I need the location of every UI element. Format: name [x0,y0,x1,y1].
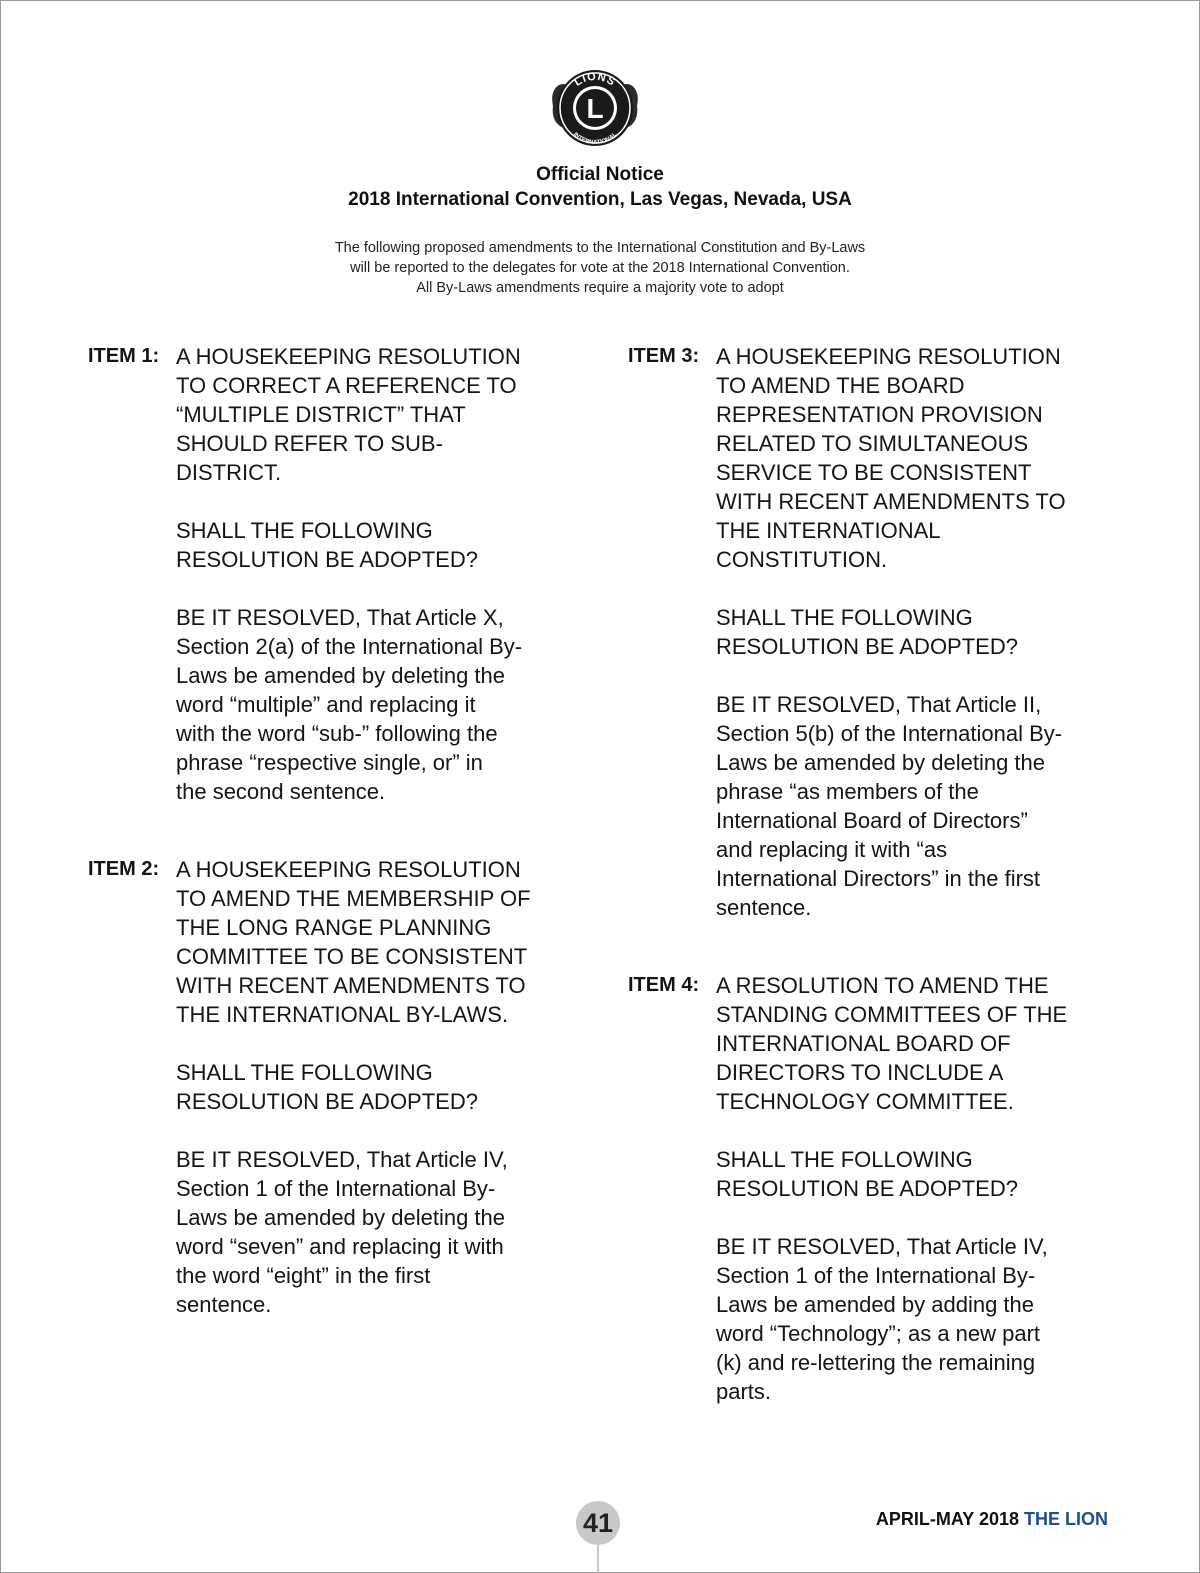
paragraph-line: RESOLUTION BE ADOPTED? [716,1176,1018,1201]
item-label: ITEM 1: [88,345,160,367]
paragraph-line: parts. [716,1379,772,1404]
paragraph-line: DIRECTORS TO INCLUDE A [716,1060,1004,1085]
intro-line: will be reported to the delegates for vote at the 2018 International Convention. [350,260,850,276]
paragraph-line: DISTRICT. [176,460,282,485]
paragraph-line: International Board of Directors” [716,808,1028,833]
paragraph-line: Section 1 of the International By- [176,1176,496,1201]
paragraph-line: RESOLUTION BE ADOPTED? [716,634,1018,659]
item-1 [88,342,608,806]
notice-subtitle: 2018 International Convention, Las Vegas, Nevada, USA [348,189,852,210]
footer-issue: APRIL-MAY 2018 [875,1509,1019,1529]
item-paragraph [716,603,1148,661]
svg-text:L: L [586,93,604,124]
paragraph-line: SHALL THE FOLLOWING [716,605,973,630]
paragraph-line: phrase “as members of the [716,779,979,804]
paragraph-line: WITH RECENT AMENDMENTS TO [716,489,1066,514]
item-4 [628,971,1148,1406]
paragraph-line: THE LONG RANGE PLANNING [176,915,492,940]
paragraph-line: “MULTIPLE DISTRICT” THAT [176,402,466,427]
paragraph-line: phrase “respective single, or” in [176,750,483,775]
item-paragraph [716,690,1148,922]
paragraph-line: Section 1 of the International By- [716,1263,1036,1288]
paragraph-line: sentence. [176,1292,272,1317]
paragraph-line: COMMITTEE TO BE CONSISTENT [176,944,528,969]
page-number-stem [597,1545,599,1573]
paragraph-line: Laws be amended by deleting the [176,1205,506,1230]
paragraph-line: A RESOLUTION TO AMEND THE [716,973,1049,998]
paragraph-line: A HOUSEKEEPING RESOLUTION [176,857,521,882]
paragraph-line: THE INTERNATIONAL [716,518,941,543]
paragraph-line: the second sentence. [176,779,386,804]
paragraph-line: BE IT RESOLVED, That Article II, [716,692,1042,717]
intro-text [0,238,1200,298]
item-paragraph [176,855,608,1029]
paragraph-line: Laws be amended by adding the [716,1292,1035,1317]
paragraph-line: Laws be amended by deleting the [716,750,1046,775]
item-body [716,342,1148,922]
paragraph-line: sentence. [716,895,812,920]
paragraph-line: RELATED TO SIMULTANEOUS [716,431,1029,456]
paragraph-line: SHALL THE FOLLOWING [716,1147,973,1172]
paragraph-line: REPRESENTATION PROVISION [716,402,1043,427]
item-paragraph [176,1058,608,1116]
notice-title: Official Notice [536,164,664,185]
paragraph-line: the word “eight” in the first [176,1263,431,1288]
lions-international-logo [545,58,645,158]
paragraph-line: and replacing it with “as [716,837,948,862]
paragraph-line: SHALL THE FOLLOWING [176,1060,433,1085]
paragraph-line: RESOLUTION BE ADOPTED? [176,1089,478,1114]
paragraph-line: International Directors” in the first [716,866,1041,891]
paragraph-line: STANDING COMMITTEES OF THE [716,1002,1068,1027]
item-paragraph [176,1145,608,1319]
paragraph-line: word “Technology”; as a new part [716,1321,1041,1346]
paragraph-line: A HOUSEKEEPING RESOLUTION [176,344,521,369]
footer-publication: THE LION [1024,1509,1108,1529]
paragraph-line: Section 2(a) of the International By- [176,634,523,659]
paragraph-line: CONSTITUTION. [716,547,888,572]
paragraph-line: TO AMEND THE BOARD [716,373,965,398]
svg-text:LIONS: LIONS [572,70,618,89]
item-paragraph [716,1232,1148,1406]
paragraph-line: BE IT RESOLVED, That Article IV, [716,1234,1048,1259]
intro-line: The following proposed amendments to the International Constitution and By-Laws [334,240,866,256]
paragraph-line: TECHNOLOGY COMMITTEE. [716,1089,1014,1114]
paragraph-line: BE IT RESOLVED, That Article X, [176,605,504,630]
item-paragraph [176,603,608,806]
item-2 [88,855,608,1319]
item-body [176,855,608,1319]
paragraph-line: THE INTERNATIONAL BY-LAWS. [176,1002,509,1027]
paragraph-line: word “multiple” and replacing it [176,692,476,717]
item-paragraph [176,516,608,574]
paragraph-line: word “seven” and replacing it with [176,1234,504,1259]
item-3 [628,342,1148,922]
item-label: ITEM 2: [88,858,160,880]
svg-text:INTERNATIONAL: INTERNATIONAL [571,131,619,147]
paragraph-line: A HOUSEKEEPING RESOLUTION [716,344,1061,369]
item-body [716,971,1148,1406]
paragraph-line: TO AMEND THE MEMBERSHIP OF [176,886,531,911]
paragraph-line: INTERNATIONAL BOARD OF [716,1031,1011,1056]
item-label: ITEM 3: [628,345,700,367]
paragraph-line: RESOLUTION BE ADOPTED? [176,547,478,572]
paragraph-line: (k) and re-lettering the remaining [716,1350,1036,1375]
item-paragraph [716,971,1148,1116]
item-paragraph [176,342,608,487]
paragraph-line: SHALL THE FOLLOWING [176,518,433,543]
item-paragraph [716,1145,1148,1203]
item-label: ITEM 4: [628,974,700,996]
paragraph-line: SHOULD REFER TO SUB- [176,431,443,456]
paragraph-line: Laws be amended by deleting the [176,663,506,688]
item-paragraph [716,342,1148,574]
paragraph-line: SERVICE TO BE CONSISTENT [716,460,1032,485]
paragraph-line: Section 5(b) of the International By- [716,721,1063,746]
footer-credit [876,1509,1108,1530]
intro-line: All By-Laws amendments require a majority vote to adopt [416,280,784,296]
paragraph-line: with the word “sub-” following the [176,721,498,746]
paragraph-line: TO CORRECT A REFERENCE TO [176,373,517,398]
page-number: 41 [576,1501,620,1545]
paragraph-line: BE IT RESOLVED, That Article IV, [176,1147,508,1172]
paragraph-line: WITH RECENT AMENDMENTS TO [176,973,526,998]
item-body [176,342,608,806]
